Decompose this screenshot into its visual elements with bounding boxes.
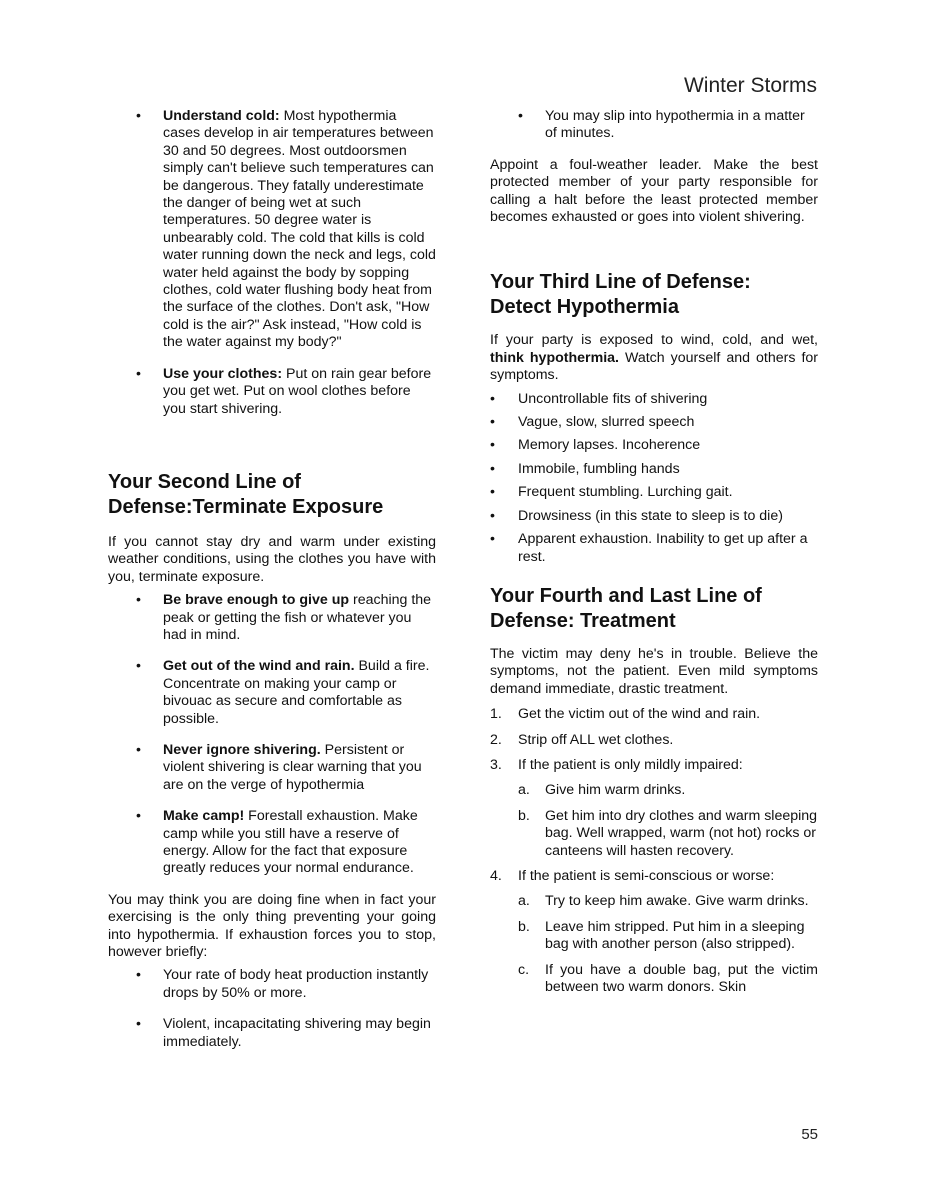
- bullet-icon: •: [136, 808, 141, 825]
- bullet-icon: •: [490, 460, 495, 477]
- bullet-icon: •: [136, 741, 141, 758]
- list-item: [490, 531, 818, 566]
- numbered-item: [490, 757, 818, 774]
- bullet-text: Apparent exhaustion. Inability to get up after a rest.: [518, 531, 808, 565]
- list-item: [108, 808, 436, 878]
- item-text: Get him into dry clothes and warm sleeping bag. Well wrapped, warm (not hot) rocks or canteens will hasten recovery.: [545, 807, 818, 859]
- bullet-lead: Get out of the wind and rain.: [163, 658, 355, 675]
- bullet-text: Most hypothermia cases develop in air temperatures between 30 and 50 degrees. Most outdoorsmen simply can't believe such temperatures can be dangerous. They fatally underestimate the danger of being wet at such temperatures. 50 degree water is unbearably cold. The cold that kills is cold water running down the neck and legs, cold water held against the body by sopping clothes, cold water flushing body heat from the surface of the clothes. Don't ask, "How cold is the air?" Ask instead, "How cold is the water against my body?": [163, 108, 436, 351]
- right-column: [490, 108, 818, 1004]
- heading-line: Your Fourth and Last Line of: [490, 584, 762, 607]
- list-item: [108, 742, 436, 794]
- bullet-text: Persistent or violent shivering is clear warning that you are on the verge of hypothermia: [163, 741, 422, 793]
- bullet-icon: •: [136, 967, 141, 984]
- item-letter: a.: [518, 893, 530, 910]
- section-heading: [490, 584, 818, 634]
- bullet-icon: •: [490, 484, 495, 501]
- item-text: If you have a double bag, put the victim between two warm donors. Skin: [545, 961, 818, 995]
- list-item: [490, 508, 818, 525]
- paragraph: [490, 332, 818, 384]
- bullet-lead: Understand cold:: [163, 108, 280, 124]
- bullet-text: Put on rain gear before you get wet. Put on wool clothes before you start shivering.: [163, 365, 432, 417]
- list-item: [108, 366, 436, 418]
- item-letter: b.: [518, 807, 530, 824]
- bullet-lead: Use your clothes:: [163, 365, 283, 382]
- list-item: [108, 658, 436, 728]
- item-text: Get the victim out of the wind and rain.: [518, 706, 761, 723]
- item-text: Strip off ALL wet clothes.: [518, 731, 674, 748]
- left-column: [108, 108, 436, 1065]
- paragraph: Appoint a foul-weather leader. Make the best protected member of your party responsible for calling a halt before the least protected member becomes exhausted or goes into violent shivering.: [490, 156, 818, 226]
- item-number: 4.: [490, 867, 502, 884]
- paragraph: If you cannot stay dry and warm under existing weather conditions, using the clothes you have with you, terminate exposure.: [108, 533, 436, 585]
- item-text: Give him warm drinks.: [545, 782, 686, 799]
- bullet-lead: Make camp!: [163, 808, 245, 825]
- bullet-icon: •: [136, 658, 141, 675]
- page-number: 55: [801, 1126, 818, 1143]
- bullet-text: Uncontrollable fits of shivering: [518, 390, 708, 407]
- list-item: [108, 592, 436, 644]
- bullet-text: Build a fire. Concentrate on making your camp or bivouac as secure and comfortable as possible.: [163, 658, 430, 727]
- bullet-text: You may slip into hypothermia in a matter of minutes.: [545, 108, 805, 142]
- item-letter: c.: [518, 961, 530, 978]
- bullet-text: Drowsiness (in this state to sleep is to die): [518, 507, 783, 524]
- list-item: [490, 437, 818, 454]
- text-span: Watch yourself and others for symptoms.: [490, 349, 818, 384]
- bullet-text: Immobile, fumbling hands: [518, 460, 680, 477]
- heading-line: Your Second Line of: [108, 470, 301, 493]
- bullet-icon: •: [490, 390, 495, 407]
- heading-line: Defense: Treatment: [490, 609, 676, 632]
- item-number: 3.: [490, 756, 502, 773]
- bullet-icon: •: [136, 1016, 141, 1033]
- bullet-text: Frequent stumbling. Lurching gait.: [518, 484, 733, 501]
- sub-item: [490, 962, 818, 997]
- section-heading: [490, 270, 818, 320]
- list-item: [490, 484, 818, 501]
- bullet-text: Memory lapses. Incoherence: [518, 437, 701, 454]
- list-item: [490, 108, 818, 143]
- item-number: 1.: [490, 706, 502, 723]
- sub-item: [490, 893, 818, 910]
- bullet-text: Your rate of body heat production instantly drops by 50% or more.: [163, 967, 429, 1001]
- numbered-item: [490, 706, 818, 723]
- list-item: [108, 967, 436, 1002]
- section-heading: [108, 470, 436, 520]
- item-letter: b.: [518, 918, 530, 935]
- bullet-icon: •: [136, 365, 141, 382]
- bullet-icon: •: [490, 507, 495, 524]
- list-item: [108, 108, 436, 352]
- bullet-lead: Never ignore shivering.: [163, 741, 321, 758]
- bullet-text: Vague, slow, slurred speech: [518, 414, 695, 431]
- item-text: Try to keep him awake. Give warm drinks.: [545, 893, 809, 910]
- bullet-lead: Be brave enough to give up: [163, 592, 350, 609]
- text-span: If your party is exposed to wind, cold, and wet,: [490, 332, 818, 349]
- numbered-item: [490, 868, 818, 885]
- bullet-icon: •: [136, 108, 141, 124]
- list-item: [490, 461, 818, 478]
- item-text: Leave him stripped. Put him in a sleeping bag with another person (also stripped).: [545, 918, 805, 953]
- bullet-icon: •: [136, 592, 141, 609]
- bullet-icon: •: [490, 414, 495, 431]
- bullet-text: Forestall exhaustion. Make camp while you still have a reserve of energy. Allow for the fact that exposure greatly reduces your normal endurance.: [163, 808, 418, 877]
- item-text: If the patient is only mildly impaired:: [518, 756, 743, 773]
- numbered-item: [490, 732, 818, 749]
- paragraph: The victim may deny he's in trouble. Believe the symptoms, not the patient. Even mild symptoms demand immediate, drastic treatment.: [490, 645, 818, 697]
- bullet-text: Violent, incapacitating shivering may begin immediately.: [163, 1016, 431, 1050]
- list-item: [108, 1016, 436, 1051]
- item-letter: a.: [518, 782, 530, 799]
- item-number: 2.: [490, 731, 502, 748]
- sub-item: [490, 808, 818, 860]
- item-text: If the patient is semi-conscious or worse:: [518, 867, 775, 884]
- bullet-text: reaching the peak or getting the fish or whatever you had in mind.: [163, 592, 432, 643]
- sub-item: [490, 782, 818, 799]
- heading-line: Your Third Line of Defense:: [490, 271, 751, 294]
- heading-line: Defense:Terminate Exposure: [108, 495, 384, 518]
- bullet-icon: •: [490, 437, 495, 454]
- emphasis: think hypothermia.: [490, 349, 619, 366]
- paragraph: You may think you are doing fine when in fact your exercising is the only thing preventing your going into hypothermia. If exhaustion forces you to stop, however briefly:: [108, 891, 436, 961]
- heading-line: Detect Hypothermia: [490, 296, 679, 319]
- bullet-icon: •: [490, 531, 495, 548]
- bullet-icon: •: [518, 108, 523, 124]
- sub-item: [490, 919, 818, 954]
- running-header: Winter Storms: [683, 74, 817, 97]
- list-item: [490, 414, 818, 431]
- list-item: [490, 391, 818, 408]
